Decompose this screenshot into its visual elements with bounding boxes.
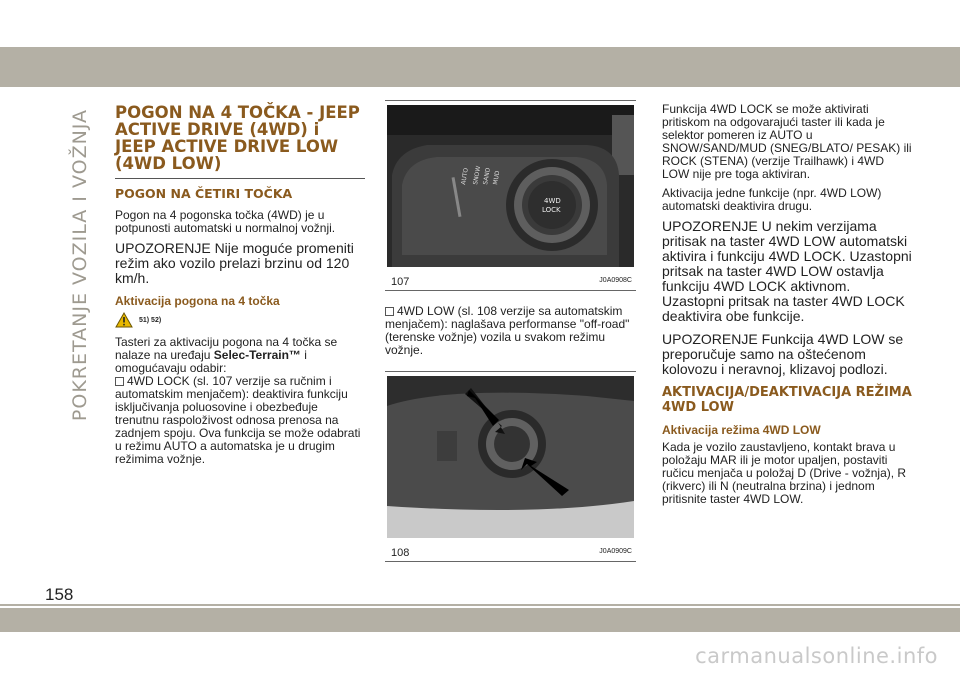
column-middle: [385, 100, 636, 562]
chapter-side-title: [60, 100, 100, 430]
paragraph-4wd-lock-activation: Funkcija 4WD LOCK se može aktivirati pritiskom na odgovarajući taster ili kada je selektor pomeren iz AUTO u SNOW/SAND/MUD (SNEG/BLATO/ PESAK) ili ROCK (STENA) (verzije Trailhawk) i 4WD LOW nije pre toga aktiviran.: [662, 102, 912, 181]
figure-108-photo: [387, 376, 634, 538]
checkbox-bullet-icon: [385, 307, 394, 316]
section-heading: POGON NA 4 TOČKA - JEEP ACTIVE DRIVE (4WD) i JEEP ACTIVE DRIVE LOW (4WD LOW): [115, 104, 365, 179]
figure-108-caption: [385, 543, 636, 562]
figure-number: 107: [391, 276, 410, 288]
activation-4wd-low-heading: Aktivacija režima 4WD LOW: [662, 423, 821, 437]
bottom-decorative-band: [0, 608, 960, 632]
label-mud: MUD: [492, 170, 502, 186]
para-end: i omogućavaju odabir:: [115, 348, 307, 375]
selec-terrain-paragraph: [115, 336, 365, 466]
figure-107: [385, 100, 636, 291]
figure-number: 108: [391, 547, 410, 559]
figure-107-caption: [385, 272, 636, 291]
label-4wd: 4WD: [544, 197, 561, 205]
subsection-heading: POGON NA ČETIRI TOČKA: [115, 186, 293, 201]
column-left: [115, 100, 365, 472]
label-snow: SNOW: [472, 165, 483, 186]
para-start: Tasteri za aktivaciju pogona na 4 točka se nalaze na uređaju: [115, 335, 338, 362]
selec-terrain-brand: Selec-Terrain™: [213, 348, 301, 362]
figure-107-photo: [387, 105, 634, 267]
checkbox-bullet-icon: [115, 377, 124, 386]
warning-refs-row: [115, 312, 365, 328]
figure-code: J0A0909C: [599, 548, 632, 555]
figure-code: J0A0908C: [599, 277, 632, 284]
intro-paragraph: Pogon na 4 pogonska točka (4WD) je u potpunosti automatski u normalnoj vožnji.: [115, 208, 336, 235]
bullet-4wd-low: 4WD LOW (sl. 108 verzije sa automatskim menjačem): naglašava performanse "off-road" (terenske vožnje) vozila u svakom režimu vožnje.: [385, 304, 630, 357]
top-decorative-band: [0, 47, 960, 87]
activation-heading: Aktivacija pogona na 4 točka: [115, 294, 280, 308]
warning-refs: 51) 52): [139, 316, 162, 324]
bullet-4wd-lock: 4WD LOCK (sl. 107 verzije sa ručnim i automatskim menjačem): deaktivira funkciju isključivanja poluosovine i obezbeđuje trenutnu raspoloživost odnosa prenosa na zadnjem spoju. Ova funkcija se može odabrati u režimu AUTO a automatska je u drugim režimima vožnje.: [115, 374, 361, 466]
warning-triangle-icon: [115, 312, 133, 328]
figure-108: [385, 371, 636, 562]
label-sand: SAND: [482, 167, 492, 186]
bottom-divider: [0, 604, 960, 606]
warning-4wd-low-lock: UPOZORENJE U nekim verzijama pritisak na taster 4WD LOW automatski aktivira i funkciju 4WD LOCK. Uzastopni pritsak na taster 4WD LOW ostavlja funkciju 4WD LOCK aktivnom. Uzastopni pritsak na taster 4WD LOCK deaktivira obe funkcije.: [662, 218, 912, 324]
chapter-title-text: POKRETANJE VOZILA I VOŽNJA: [69, 108, 91, 422]
page-number: 158: [45, 585, 74, 604]
bullet-4wd-low-paragraph: [385, 305, 636, 357]
column-right: [662, 103, 914, 512]
warning-speed: UPOZORENJE Nije moguće promeniti režim ako vozilo prelazi brzinu od 120 km/h.: [115, 240, 354, 286]
paragraph-auto-deactivate: Aktivacija jedne funkcije (npr. 4WD LOW) automatski deaktivira drugu.: [662, 186, 882, 213]
watermark: carmanualsonline.info: [695, 644, 938, 668]
label-lock: LOCK: [542, 206, 561, 214]
paragraph-activation-steps: Kada je vozilo zaustavljeno, kontakt brava u položaju MAR ili je motor upaljen, postaviti ručicu menjača u položaj D (Drive - vožnja), R (rikverc) ili N (neutralna brzina) i jednom pritisnite taster 4WD LOW.: [662, 440, 907, 506]
warning-recommended-use: UPOZORENJE Funkcija 4WD LOW se preporučuje samo na oštećenom kolovozu i neravnoj, klizavoj podlozi.: [662, 331, 904, 377]
activation-deactivation-heading: AKTIVACIJA/DEAKTIVACIJA REŽIMA 4WD LOW: [662, 385, 912, 415]
label-auto: AUTO: [460, 167, 470, 186]
